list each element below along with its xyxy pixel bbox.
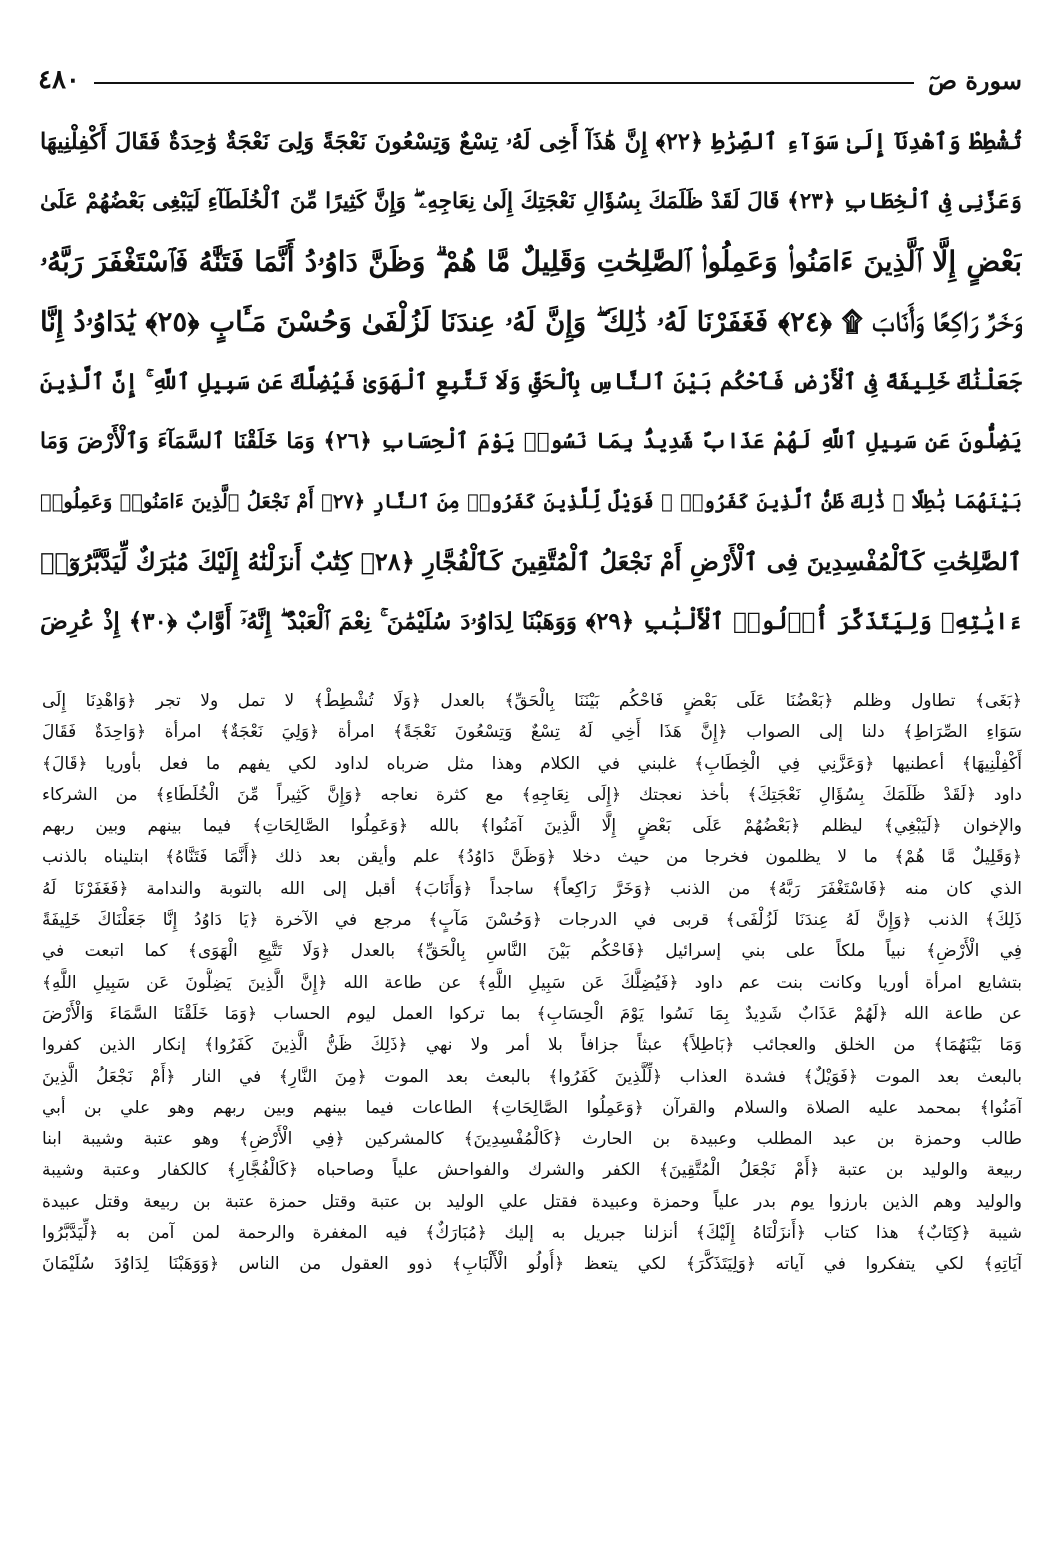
quran-text-block	[40, 112, 1022, 652]
tafsir-line: ﴿بَغَى﴾ تطاول وظلم ﴿بَعْضُنَا عَلَى بَعْضٍ فَاحْكُم بَيْنَنَا بِالْحَقِّ﴾ بالعدل ﴿وَلَا تُشْطِطْ﴾ لا تمل ولا تجر ﴿وَاهْدِنَا إِلَى	[42, 691, 1022, 711]
tafsir-line: والإخوان ﴿لَيَبْغِي﴾ ليظلم ﴿بَعْضُهُمْ عَلَى بَعْضٍ إِلَّا الَّذِينَ آمَنُوا﴾ بالله ﴿وَعَمِلُوا الصَّالِحَاتِ﴾ فيما بينهم وبين ربهم	[42, 816, 1022, 837]
tafsir-line: داود ﴿لَقَدْ ظَلَمَكَ بِسُؤَالِ نَعْجَتِكَ﴾ بأخذ نعجتك ﴿إِلَى نِعَاجِهِ﴾ مع كثرة نعاجه ﴿وَإِنَّ كَثِيراً مِّنَ الْخُلَطَاءِ﴾ من الشركاء	[42, 784, 1022, 805]
tafsir-line: الذي كان منه ﴿فَاسْتَغْفَرَ رَبَّهُ﴾ من الذنب ﴿وَخَرَّ رَاكِعاً﴾ ساجداً ﴿وَأَنَابَ﴾ أقبل إلى الله بالتوبة والندامة ﴿فَغَفَرْنَا لَهُ	[42, 878, 1022, 899]
tafsir-line: وَمَا بَيْنَهُمَا﴾ من الخلق والعجائب ﴿بَاطِلاً﴾ عبثاً جزافاً بلا أمر ولا نهي ﴿ذَلِكَ ظَنُّ الَّذِينَ كَفَرُوا﴾ إنكار الذين كفروا	[42, 1035, 1022, 1056]
tafsir-line: أَكْفِلْنِيهَا﴾ أعطنيها ﴿وَعَزَّنِي فِي الْخِطَابِ﴾ غلبني في الكلام وهذا مثل ضرباه لداود لكي يفهم ما فعل بأوريا ﴿قَالَ﴾	[42, 753, 1022, 774]
surah-title: سورة صٓ	[927, 65, 1022, 95]
tafsir-line: شيبة ﴿كِتَابٌ﴾ هذا كتاب ﴿أَنزَلْنَاهُ إِلَيْكَ﴾ أنزلنا جبريل به إليك ﴿مُبَارَكٌ﴾ فيه المغفرة والرحمة لمن آمن به ﴿لِّيَدَّبَّرُوا	[42, 1223, 1022, 1244]
quran-line: بَعْضٍ إِلَّا ٱلَّذِينَ ءَامَنُوا۟ وَعَمِلُوا۟ ٱلصَّٰلِحَٰتِ وَقَلِيلٌ مَّا هُمْ ۗ وَظَنَّ دَاوُۥدُ أَنَّمَا فَتَنَّٰهُ فَٱسْتَغْفَرَ رَبَّهُۥ	[40, 245, 1022, 278]
quran-line: ٱلصَّٰلِحَٰتِ كَٱلْمُفْسِدِينَ فِى ٱلْأَرْضِ أَمْ نَجْعَلُ ٱلْمُتَّقِينَ كَٱلْفُجَّارِ ﴿٢٨﴾ كِتَٰبٌ أَنزَلْنَٰهُ إِلَيْكَ مُبَٰرَكٌ لِّيَدَّبَّرُوٓا۟	[40, 547, 1022, 576]
quran-line: ءَايَٰتِهِۦ وَلِيَتَذَكَّرَ أُو۟لُوا۟ ٱلْأَلْبَٰبِ ﴿٢٩﴾ وَوَهَبْنَا لِدَاوُۥدَ سُلَيْمَٰنَ ۚ نِعْمَ ٱلْعَبْدُ ۖ إِنَّهُۥٓ أَوَّابٌ ﴿٣٠﴾ إِذْ عُرِضَ	[40, 608, 1022, 635]
tafsir-text-block	[42, 686, 1022, 1281]
tafsir-line: سَوَاءِ الصِّرَاطِ﴾ دلنا إلى الصواب ﴿إِنَّ هَذَا أَخِي لَهُ تِسْعٌ وَتِسْعُونَ نَعْجَةً﴾ امرأة ﴿وَلِيَ نَعْجَةٌ﴾ امرأة ﴿وَاحِدَةٌ فَقَالَ	[42, 722, 1022, 743]
tafsir-line: ربيعة والوليد بن عتبة ﴿أَمْ نَجْعَلُ الْمُتَّقِينَ﴾ الكفر والشرك والفواحش علياً وصاحباه ﴿كَالْفُجَّارِ﴾ كالكفار وعتبة وشيبة	[42, 1160, 1022, 1181]
quran-line: جَعَلْنَٰكَ خَلِيفَةً فِى ٱلْأَرْضِ فَٱحْكُم بَيْنَ ٱلنَّاسِ بِٱلْحَقِّ وَلَا تَتَّبِعِ ٱلْهَوَىٰ فَيُضِلَّكَ عَن سَبِيلِ ٱللَّهِ ۚ إِنَّ ٱلَّذِينَ	[40, 369, 1022, 395]
quran-line: وَعَزَّنِى فِى ٱلْخِطَابِ ﴿٢٣﴾ قَالَ لَقَدْ ظَلَمَكَ بِسُؤَالِ نَعْجَتِكَ إِلَىٰ نِعَاجِهِۦ ۖ وَإِنَّ كَثِيرًا مِّنَ ٱلْخُلَطَآءِ لَيَبْغِى بَعْضُهُمْ عَلَىٰ	[40, 189, 1022, 214]
header-rule	[94, 82, 914, 84]
quran-line: بَيْنَهُمَا بَٰطِلًا ۚ ذَٰلِكَ ظَنُّ ٱلَّذِينَ كَفَرُوا۟ ۚ فَوَيْلٌ لِّلَّذِينَ كَفَرُوا۟ مِنَ ٱلنَّارِ ﴿٢٧﴾ أَمْ نَجْعَلُ ٱلَّذِينَ ءَامَنُوا۟ وَعَمِلُوا۟	[40, 490, 1022, 513]
tafsir-line: بتشايع امرأة أوريا وكانت بنت عم داود ﴿فَيُضِلَّكَ عَن سَبِيلِ اللَّهِ﴾ عن طاعة الله ﴿إِنَّ الَّذِينَ يَضِلُّونَ عَن سَبِيلِ اللَّهِ﴾	[42, 972, 1022, 993]
quran-line: تُشْطِطْ وَٱهْدِنَآ إِلَىٰ سَوَآءِ ٱلصِّرَٰطِ ﴿٢٢﴾ إِنَّ هَٰذَآ أَخِى لَهُۥ تِسْعٌ وَتِسْعُونَ نَعْجَةً وَلِىَ نَعْجَةٌ وَٰحِدَةٌ فَقَالَ أَكْفِلْنِيهَا	[40, 129, 1022, 155]
tafsir-line: آيَاتِهِ﴾ لكي يتفكروا في آياته ﴿وَلِيَتَذَكَّرَ﴾ لكي يتعظ ﴿أُولُو الْأَلْبَابِ﴾ ذوو العقول من الناس ﴿وَوَهَبْنَا لِدَاوُدَ سُلَيْمَانَ	[42, 1254, 1022, 1275]
page-number: ٤٨٠	[38, 65, 80, 95]
tafsir-line: آمَنُوا﴾ بمحمد عليه الصلاة والسلام والقرآن ﴿وَعَمِلُوا الصَّالِحَاتِ﴾ الطاعات فيما بينهم وبين ربهم وهو علي بن أبي	[42, 1097, 1022, 1118]
quran-line: وَخَرَّ رَاكِعًا وَأَنَابَ ۩ ﴿٢٤﴾ فَغَفَرْنَا لَهُۥ ذَٰلِكَ ۖ وَإِنَّ لَهُۥ عِندَنَا لَزُلْفَىٰ وَحُسْنَ مَـَٔابٍ ﴿٢٥﴾ يَٰدَاوُۥدُ إِنَّا	[40, 306, 1022, 338]
tafsir-line: طالب وحمزة بن عبد المطلب وعبيدة بن الحارث ﴿كَالْمُفْسِدِينَ﴾ كالمشركين ﴿فِي الْأَرْضِ﴾ وهو عتبة وشيبة ابنا	[42, 1129, 1022, 1150]
tafsir-line: عن طاعة الله ﴿لَهُمْ عَذَابٌ شَدِيدٌ بِمَا نَسُوا يَوْمَ الْحِسَابِ﴾ بما تركوا العمل ليوم الحساب ﴿وَمَا خَلَقْنَا السَّمَاءَ وَالْأَرْضَ	[42, 1003, 1022, 1024]
tafsir-line: والوليد وهم الذين بارزوا يوم بدر علياً وحمزة وعبيدة فقتل علي الوليد بن عتبة وقتل حمزة عتبة بن ربيعة وقتل عبيدة	[42, 1191, 1022, 1212]
quran-line: يَضِلُّونَ عَن سَبِيلِ ٱللَّهِ لَهُمْ عَذَابٌ شَدِيدٌۢ بِمَا نَسُوا۟ يَوْمَ ٱلْحِسَابِ ﴿٢٦﴾ وَمَا خَلَقْنَا ٱلسَّمَآءَ وَٱلْأَرْضَ وَمَا	[40, 429, 1022, 454]
tafsir-line: فِي الْأَرْضِ﴾ نبياً ملكاً على بني إسرائيل ﴿فَاحْكُم بَيْنَ النَّاسِ بِالْحَقِّ﴾ بالعدل ﴿وَلَا تَتَّبِعِ الْهَوَى﴾ كما اتبعت في	[42, 941, 1022, 962]
tafsir-line: ذَلِكَ﴾ الذنب ﴿وَإِنَّ لَهُ عِندَنَا لَزُلْفَى﴾ قربى في الدرجات ﴿وَحُسْنَ مَآبٍ﴾ مرجع في الآخرة ﴿يَا دَاوُدُ إِنَّا جَعَلْنَاكَ خَلِيفَةً	[42, 910, 1022, 931]
page-header	[38, 58, 1022, 102]
tafsir-line: ﴿وَقَلِيلٌ مَّا هُمْ﴾ ما لا يظلمون فخرجا من حيث دخلا ﴿وَظَنَّ دَاوُدُ﴾ علم وأيقن بعد ذلك ﴿أَنَّمَا فَتَنَّاهُ﴾ ابتليناه بالذنب	[42, 847, 1022, 868]
tafsir-line: بالبعث بعد الموت ﴿فَوَيْلٌ﴾ فشدة العذاب ﴿لِّلَّذِينَ كَفَرُوا﴾ بالبعث بعد الموت ﴿مِنَ النَّارِ﴾ في النار ﴿أَمْ نَجْعَلُ الَّذِينَ	[42, 1066, 1022, 1087]
